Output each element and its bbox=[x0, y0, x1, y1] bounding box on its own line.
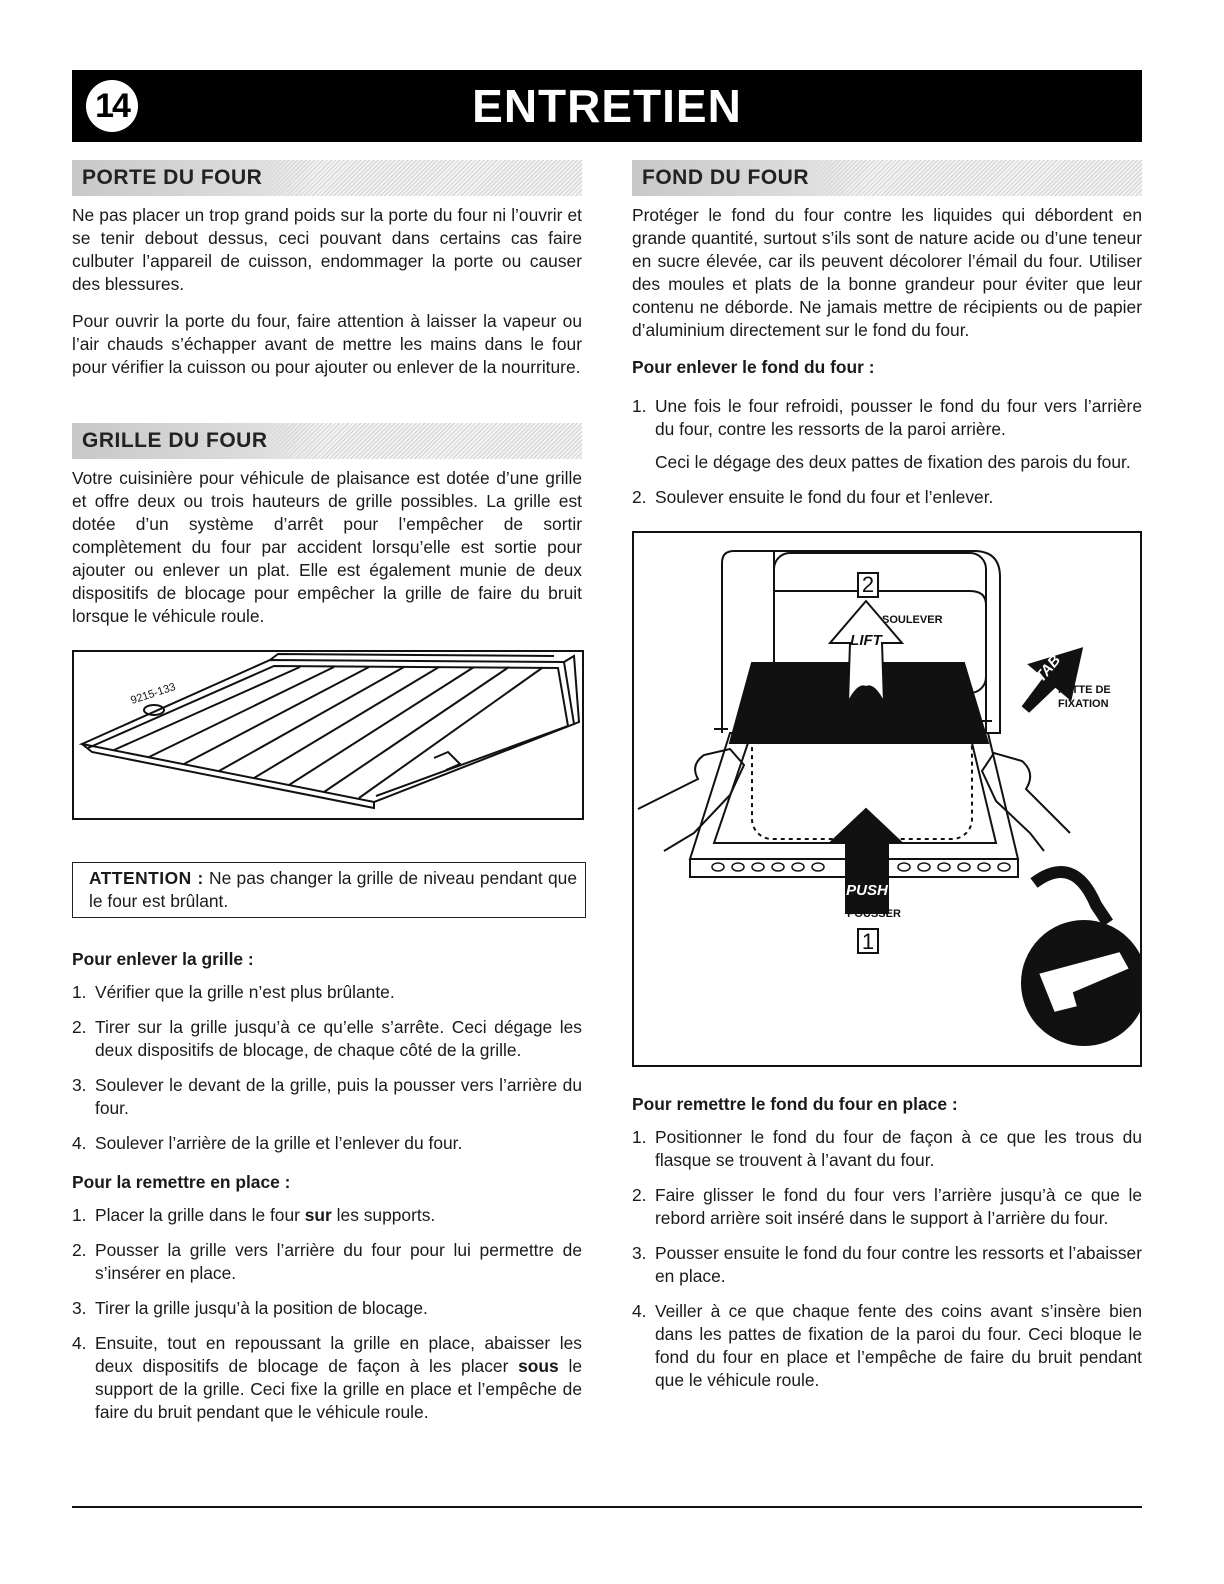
fond-replace-steps bbox=[632, 1126, 1142, 1392]
figure-label-lift: LIFT bbox=[850, 632, 882, 649]
grille-replace-heading: Pour la remettre en place : bbox=[72, 1172, 291, 1192]
fond-remove-note: Ceci le dégage des deux pattes de fixation des parois du four. bbox=[655, 452, 1131, 472]
figure-step-1: 1 bbox=[861, 929, 875, 954]
list-item: 1. Positionner le fond du four de façon à ce que les trous du flasque se trouvent à l’avant du four. bbox=[632, 1127, 1142, 1170]
list-item: 3. Tirer la grille jusqu’à la position de blocage. bbox=[72, 1298, 428, 1318]
fond-remove-heading: Pour enlever le fond du four : bbox=[632, 357, 875, 377]
figure-label-tab: TAB bbox=[1032, 651, 1065, 686]
list-item: 1. Vérifier que la grille n’est plus brûlante. bbox=[72, 982, 395, 1002]
attention-box bbox=[72, 862, 586, 918]
section-header-grille bbox=[72, 423, 582, 459]
chapter-number-badge: 14 bbox=[86, 80, 138, 132]
oven-bottom-illustration bbox=[634, 533, 1140, 1065]
oven-bottom-figure bbox=[632, 531, 1142, 1067]
figure-label-patte-1: PATTE DE bbox=[1058, 684, 1111, 696]
grille-remove-heading: Pour enlever la grille : bbox=[72, 949, 254, 969]
rack-figure bbox=[72, 650, 584, 820]
list-item: 4. Veiller à ce que chaque fente des coins avant s’insère bien dans les pattes de fixation de la paroi du four. Ceci bloque le fond du four en place et l’empêche de faire du bruit pendant que le véhicule roule. bbox=[632, 1301, 1142, 1390]
figure-label-patte-2: FIXATION bbox=[1058, 698, 1109, 710]
oven-rack-illustration bbox=[74, 652, 582, 818]
list-item: 3. Pousser ensuite le fond du four contre les ressorts et l’abaisser en place. bbox=[632, 1243, 1142, 1286]
list-item: 2. Pousser la grille vers l’arrière du four pour lui permettre de s’insérer en place. bbox=[72, 1240, 582, 1283]
figure-label-push: PUSH bbox=[846, 882, 888, 899]
list-item: 2. Soulever ensuite le fond du four et l’enlever. bbox=[632, 487, 994, 507]
attention-text: Ne pas changer la grille de niveau pendant que le four est brûlant. bbox=[89, 868, 577, 911]
section-title-fond: FOND DU FOUR bbox=[632, 160, 869, 196]
list-item: 2. Faire glisser le fond du four vers l’arrière jusqu’à ce que le rebord arrière soit inséré dans le support à l’arrière du four. bbox=[632, 1185, 1142, 1228]
list-item: 4. Soulever l’arrière de la grille et l’enlever du four. bbox=[72, 1133, 463, 1153]
list-item: 4. Ensuite, tout en repoussant la grille en place, abaisser les deux dispositifs de blocage de façon à les placer sous le support de la grille. Ceci fixe la grille en place et l’empêche de faire du bruit pendant que le véhicule roule. bbox=[72, 1333, 582, 1422]
footer-divider bbox=[72, 1506, 1142, 1508]
section-header-fond bbox=[632, 160, 1142, 196]
porte-paragraph-1: Ne pas placer un trop grand poids sur la porte du four ni l’ouvrir et se tenir debout dessus, ceci pouvant dans certains cas faire culbuter l’appareil de cuisson, endommager la porte ou causer des blessures. bbox=[72, 205, 582, 294]
attention-label: ATTENTION : bbox=[89, 868, 204, 888]
list-item: 3. Soulever le devant de la grille, puis la pousser vers l’arrière du four. bbox=[72, 1075, 582, 1118]
figure-label-pousser: POUSSER bbox=[847, 908, 901, 920]
grille-paragraph-1: Votre cuisinière pour véhicule de plaisance est dotée d’une grille et offre deux ou trois hauteurs de grille possibles. La grille est dotée d’un système d’arrêt pour l’empêcher de sortir complètement du four par accident lorsqu’elle est sortie pour ajouter ou enlever un plat. Elle est également munie de deux dispositifs de blocage pour empêcher la grille de faire du bruit lorsque le véhicule roule. bbox=[72, 468, 582, 626]
right-column bbox=[632, 160, 1142, 1404]
list-item: 1. Placer la grille dans le four sur les supports. bbox=[72, 1205, 436, 1225]
list-item: 1. Une fois le four refroidi, pousser le fond du four vers l’arrière du four, contre les ressorts de la paroi arrière. Ceci le dégage des deux pattes de fixation des parois du four. bbox=[632, 396, 1142, 472]
fond-remove-steps bbox=[632, 395, 1142, 509]
section-title-grille: GRILLE DU FOUR bbox=[72, 423, 328, 459]
fond-paragraph-1: Protéger le fond du four contre les liquides qui débordent en grande quantité, surtout s’ils sont de nature acide ou d’une teneur en sucre élevée, car ils peuvent décolorer l’émail du four. Utiliser des moules et plats de la bonne grandeur pour éviter que leur contenu ne déborde. Ne jamais mettre de récipients ou de papier d’aluminium directement sur le fond du four. bbox=[632, 205, 1142, 340]
rack-part-code: 9215-133 bbox=[129, 681, 178, 707]
list-item: 2. Tirer sur la grille jusqu’à ce qu’elle s’arrête. Ceci dégage les deux dispositifs de blocage, de chaque côté de la grille. bbox=[72, 1017, 582, 1060]
fond-replace-heading: Pour remettre le fond du four en place : bbox=[632, 1094, 958, 1114]
grille-remove-steps bbox=[72, 981, 582, 1155]
section-title-porte: PORTE DU FOUR bbox=[72, 160, 322, 196]
porte-paragraph-2: Pour ouvrir la porte du four, faire attention à laisser la vapeur ou l’air chauds s’échapper avant de mettre les mains dans le four pour vérifier la cuisson ou pour ajouter ou enlever de la nourriture. bbox=[72, 311, 582, 377]
figure-step-2: 2 bbox=[861, 572, 875, 597]
section-header-porte bbox=[72, 160, 582, 196]
figure-label-soulever: SOULEVER bbox=[882, 614, 943, 626]
page-title: ENTRETIEN bbox=[472, 80, 742, 132]
grille-replace-steps bbox=[72, 1204, 582, 1424]
left-column bbox=[72, 160, 582, 1436]
page-header bbox=[72, 70, 1142, 142]
